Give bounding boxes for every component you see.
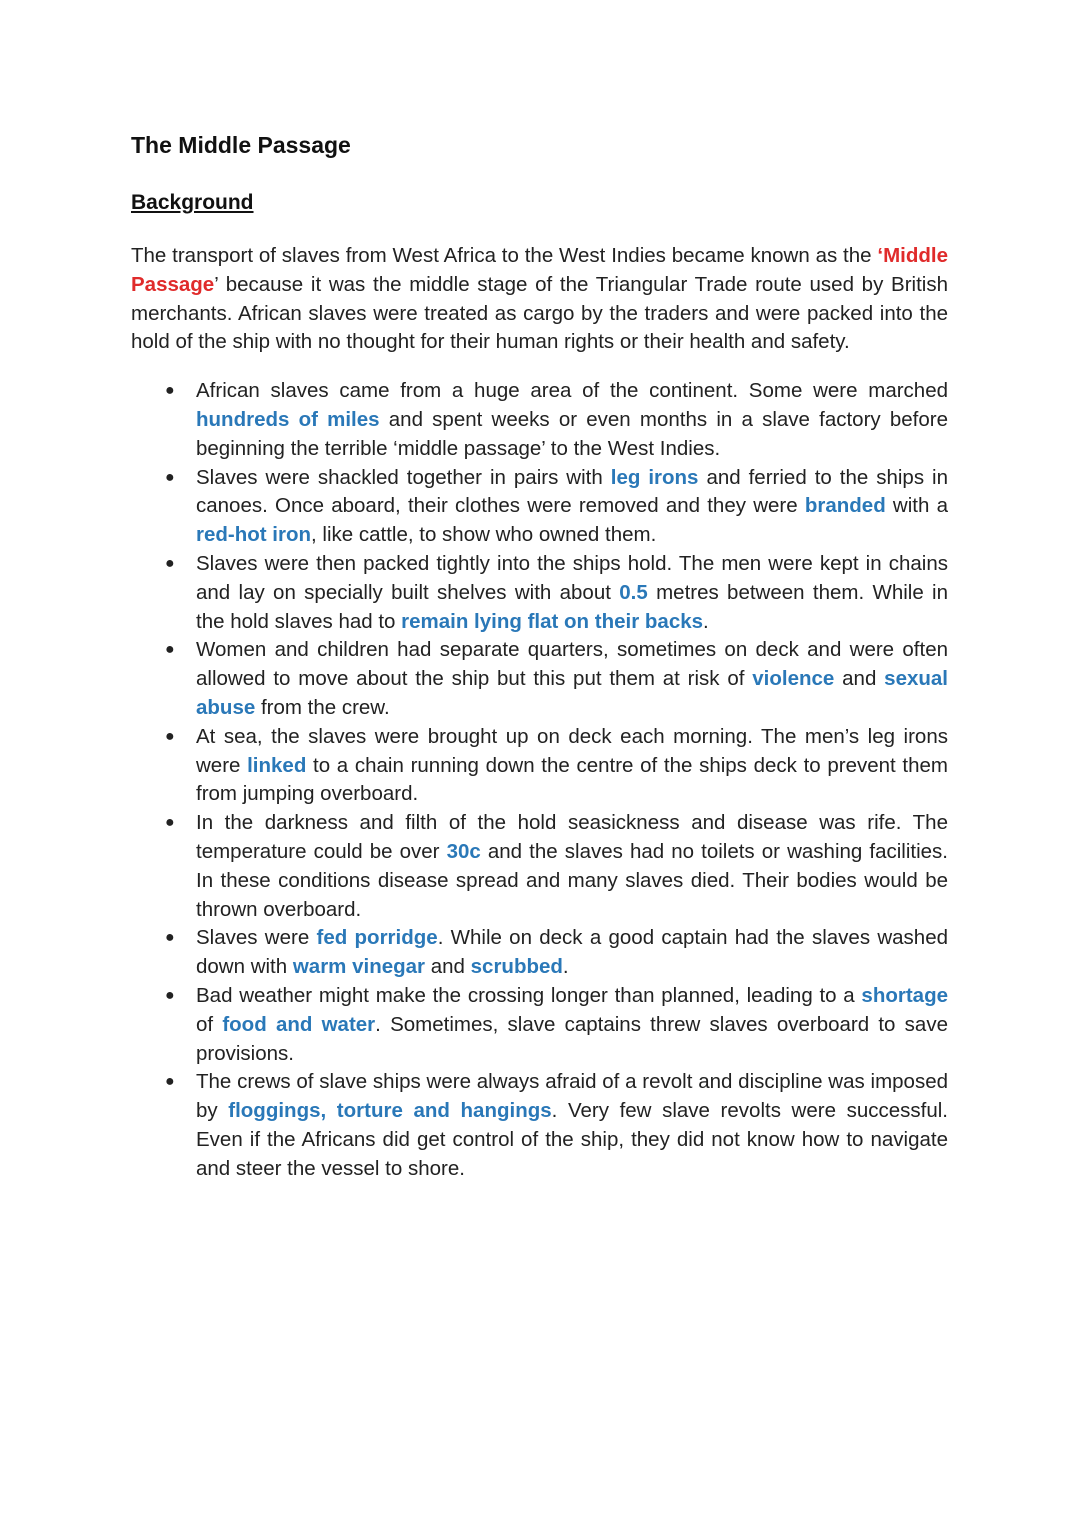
bullet-icon: ● [165, 929, 175, 947]
text-run: The crews of slave ships were always afraid of a revolt and discipline was imposed by [196, 1070, 948, 1123]
highlighted-text: food and water [222, 1012, 376, 1036]
highlighted-text: warm vinegar [292, 955, 426, 979]
text-run: ’ because it was the middle stage of the Triangular Trade route used by British merchants. African slaves were treated as cargo by the traders and were packed into the hold of the ship with no thought for their human rights or their health and safety. [131, 272, 948, 354]
highlighted-text: scrubbed [470, 955, 563, 979]
bullet-icon: ● [165, 1073, 175, 1091]
text-run: Bad weather might make the crossing longer than planned, leading to a [196, 983, 862, 1007]
text-run: to a chain running down the centre of the ships deck to prevent them from jumping overboard. [196, 753, 948, 806]
highlighted-text: branded [804, 494, 886, 518]
text-run: of [196, 1012, 223, 1036]
list-item [165, 464, 949, 550]
text-run: The transport of slaves from West Africa to the West Indies became known as the [131, 244, 878, 267]
text-run: . [703, 609, 709, 633]
highlighted-text: remain lying flat on their backs [401, 609, 704, 633]
list-item [165, 982, 948, 1068]
text-run: . Very few slave revolts were successful. Even if the Africans did get control of the ship, they did not know how to navigate and steer the vessel to shore. [196, 1099, 948, 1180]
list-item [165, 924, 949, 982]
bullet-icon: ● [165, 727, 175, 745]
text-run: with a [885, 494, 948, 518]
bullet-icon: ● [165, 554, 175, 572]
bullet-icon: ● [165, 814, 175, 832]
text-run: At sea, the slaves were brought up on deck each morning. The men’s leg irons were [196, 724, 948, 777]
list-item [165, 723, 948, 809]
text-run: from the crew. [255, 695, 390, 719]
highlighted-text: linked [247, 753, 307, 777]
page-title: The Middle Passage [131, 132, 351, 158]
text-run: Women and children had separate quarters, sometimes on deck and were often allowed to move about the ship but this put them at risk of [196, 638, 948, 691]
text-run: , like cattle, to show who owned them. [311, 523, 657, 547]
bullet-icon: ● [165, 382, 175, 400]
intro-paragraph [131, 242, 948, 357]
text-run: Slaves were then packed tightly into the ships hold. The men were kept in chains and lay on specially built shelves with about [196, 551, 948, 604]
text-run: metres between them. While in the hold slaves had to [196, 580, 949, 633]
highlighted-text: sexual abuse [196, 667, 948, 719]
highlighted-text: violence [752, 667, 835, 691]
text-run: . While on deck a good captain had the slaves washed down with [196, 926, 949, 979]
list-item [165, 377, 948, 463]
list-item [165, 1068, 948, 1183]
section-heading: Background [131, 191, 254, 214]
text-run: and [834, 667, 885, 691]
text-run: and the slaves had no toilets or washing facilities. In these conditions disease spread and many slaves died. Their bodies would be thrown overboard. [196, 839, 948, 921]
highlighted-text: red-hot iron [196, 523, 312, 547]
highlighted-text: fed porridge [316, 926, 438, 950]
highlighted-text: shortage [861, 983, 948, 1007]
highlighted-text: floggings, torture and hangings [228, 1099, 552, 1123]
highlighted-text: leg irons [610, 465, 699, 489]
document-page [131, 128, 948, 1184]
list-item [165, 809, 948, 924]
list-item [165, 550, 949, 636]
bullet-icon: ● [165, 986, 175, 1004]
text-run: Slaves were [196, 926, 317, 950]
text-run: and ferried to the ships in canoes. Once aboard, their clothes were removed and they were [196, 465, 949, 518]
text-run: and [425, 955, 471, 979]
bullet-icon: ● [165, 641, 175, 659]
text-run: . Sometimes, slave captains threw slaves overboard to save provisions. [196, 1012, 948, 1065]
list-item [165, 636, 948, 722]
text-run: and spent weeks or even months in a slave factory before beginning the terrible ‘middle passage’ to the West Indies. [196, 407, 948, 460]
text-run: African slaves came from a huge area of the continent. Some were marched [196, 379, 948, 403]
highlighted-text: hundreds of miles [196, 407, 380, 431]
highlighted-text: ‘Middle Passage [131, 244, 948, 296]
text-run: In the darkness and filth of the hold seasickness and disease was rife. The temperature could be over [196, 811, 948, 863]
text-run: Slaves were shackled together in pairs with [196, 465, 611, 489]
bullet-icon: ● [165, 468, 175, 486]
highlighted-text: 0.5 [619, 580, 648, 604]
text-run: . [562, 955, 569, 979]
bullet-list [131, 377, 948, 1183]
highlighted-text: 30c [446, 839, 481, 863]
